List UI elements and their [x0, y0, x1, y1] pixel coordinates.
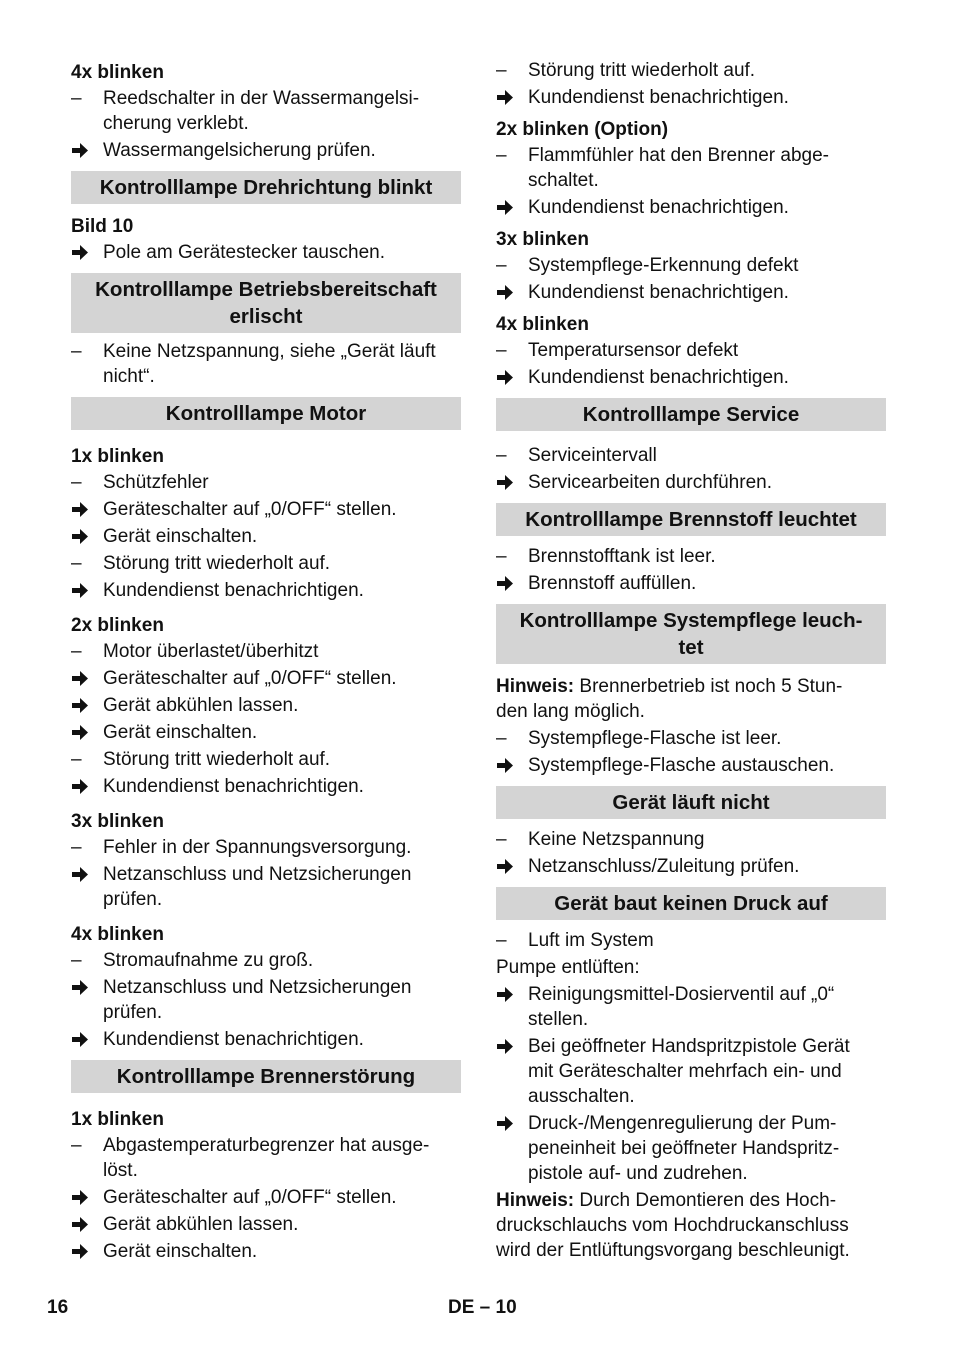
list-item-text: Reedschalter in der Wassermangelsi- cherung verklebt. — [103, 88, 420, 134]
list-item — [496, 827, 886, 852]
section-heading: Kontrolllampe Brennerstörung — [71, 1060, 461, 1093]
arrow-right-icon — [71, 138, 97, 159]
list — [496, 253, 886, 305]
list-item-text: Serviceintervall — [528, 445, 657, 466]
list-item-text: Netzanschluss und Netzsicherungen prüfen. — [103, 864, 412, 910]
arrow-right-icon — [496, 85, 522, 106]
dash-bullet-icon: – — [496, 930, 507, 951]
section-heading: Gerät baut keinen Druck auf — [496, 887, 886, 920]
list-item — [496, 928, 886, 953]
list-item — [496, 58, 886, 83]
list-item-text: Keine Netzspannung, siehe „Gerät läuft nicht“. — [103, 341, 436, 387]
list-item-text: Systempflege-Erkennung defekt — [528, 255, 799, 276]
list-item-text: Gerät einschalten. — [103, 722, 258, 743]
subheading: 4x blinken — [496, 314, 589, 335]
dash-bullet-icon: – — [71, 641, 82, 662]
dash-bullet-icon: – — [71, 88, 82, 109]
list-item — [71, 1212, 461, 1237]
subheading: 4x blinken — [71, 62, 164, 83]
subheading: 4x blinken — [71, 924, 164, 945]
list-item — [496, 195, 886, 220]
list-item — [71, 666, 461, 691]
arrow-right-icon — [496, 571, 522, 592]
note-text: Durch Demontieren des Hoch- druckschlauchs vom Hochdruckanschluss wird der Entlüftungsvorgang beschleunigt. — [496, 1190, 850, 1261]
list-item — [71, 578, 461, 603]
arrow-right-icon — [71, 720, 97, 741]
section-heading: Kontrolllampe Systempflege leuch- tet — [496, 604, 886, 664]
figure-reference: Bild 10 — [71, 216, 134, 237]
arrow-right-icon — [496, 854, 522, 875]
list-item — [71, 862, 461, 912]
left-column — [71, 60, 461, 1266]
list-item-text: Geräteschalter auf „0/OFF“ stellen. — [103, 499, 397, 520]
list-item-text: Kundendienst benachrichtigen. — [528, 367, 789, 388]
list-item — [71, 975, 461, 1025]
note — [496, 674, 886, 724]
list-item — [71, 1185, 461, 1210]
list — [71, 86, 461, 163]
list-item-text: Stromaufnahme zu groß. — [103, 950, 314, 971]
list-item-text: Brennstoff auffüllen. — [528, 573, 697, 594]
arrow-right-icon — [71, 693, 97, 714]
arrow-right-icon — [71, 578, 97, 599]
section-heading: Kontrolllampe Drehrichtung blinkt — [71, 171, 461, 204]
arrow-right-icon — [71, 666, 97, 687]
arrow-right-icon — [71, 975, 97, 996]
list-item — [496, 280, 886, 305]
list-item — [496, 470, 886, 495]
list-item — [496, 544, 886, 569]
list-item-text: Kundendienst benachrichtigen. — [103, 776, 364, 797]
list — [71, 240, 461, 265]
list-item-text: Abgastemperaturbegrenzer hat ausge- löst. — [103, 1135, 430, 1181]
list — [496, 827, 886, 879]
list-item-text: Störung tritt wiederholt auf. — [103, 749, 331, 770]
list — [496, 928, 886, 953]
page-number: 16 — [47, 1297, 69, 1318]
list-item — [496, 253, 886, 278]
list-item — [71, 524, 461, 549]
list-item-text: Kundendienst benachrichtigen. — [103, 1029, 364, 1050]
dash-bullet-icon: – — [71, 837, 82, 858]
list-item — [496, 143, 886, 193]
list-item — [71, 1239, 461, 1264]
list-item-text: Geräteschalter auf „0/OFF“ stellen. — [103, 1187, 397, 1208]
list-item-text: Keine Netzspannung — [528, 829, 705, 850]
subheading: 1x blinken — [71, 1109, 164, 1130]
dash-bullet-icon: – — [71, 749, 82, 770]
list-item — [71, 138, 461, 163]
list-item — [71, 339, 461, 389]
list-item-text: Temperatursensor defekt — [528, 340, 739, 361]
section-heading: Kontrolllampe Betriebsbereitschaft erlischt — [71, 273, 461, 333]
list-item-text: Pole am Gerätestecker tauschen. — [103, 242, 385, 263]
note-label: Hinweis: — [496, 1190, 575, 1211]
dash-bullet-icon: – — [496, 728, 507, 749]
list — [496, 58, 886, 110]
arrow-right-icon — [71, 1185, 97, 1206]
list-item-text: Geräteschalter auf „0/OFF“ stellen. — [103, 668, 397, 689]
list — [496, 982, 886, 1186]
dash-bullet-icon: – — [496, 60, 507, 81]
list-item-text: Störung tritt wiederholt auf. — [103, 553, 331, 574]
dash-bullet-icon: – — [71, 472, 82, 493]
arrow-right-icon — [496, 470, 522, 491]
list-item — [71, 1027, 461, 1052]
list-item-text: Kundendienst benachrichtigen. — [528, 87, 789, 108]
list-item-text: Servicearbeiten durchführen. — [528, 472, 772, 493]
dash-bullet-icon: – — [71, 950, 82, 971]
list — [71, 470, 461, 603]
arrow-right-icon — [496, 1034, 522, 1055]
dash-bullet-icon: – — [71, 1135, 82, 1156]
list-item — [71, 470, 461, 495]
arrow-right-icon — [71, 1027, 97, 1048]
dash-bullet-icon: – — [496, 546, 507, 567]
list-item-text: Reinigungsmittel-Dosierventil auf „0“ stellen. — [528, 984, 835, 1030]
list-item — [71, 774, 461, 799]
arrow-right-icon — [71, 862, 97, 883]
list-item — [496, 982, 886, 1032]
list-item-text: Druck-/Mengenregulierung der Pum- peneinheit bei geöffneter Handspritz- pistole auf- und zudrehen. — [528, 1113, 840, 1184]
list-item — [496, 1034, 886, 1109]
list-item — [71, 639, 461, 664]
list — [71, 835, 461, 912]
list-item — [71, 948, 461, 973]
note-label: Hinweis: — [496, 676, 575, 697]
list-item-text: Bei geöffneter Handspritzpistole Gerät mit Geräteschalter mehrfach ein- und ausschalten. — [528, 1036, 850, 1107]
arrow-right-icon — [496, 365, 522, 386]
list — [71, 948, 461, 1052]
list-item-text: Motor überlastet/überhitzt — [103, 641, 319, 662]
list-item-text: Flammfühler hat den Brenner abge- schaltet. — [528, 145, 829, 191]
section-heading: Kontrolllampe Service — [496, 398, 886, 431]
list-item — [496, 854, 886, 879]
list-item-text: Kundendienst benachrichtigen. — [528, 197, 789, 218]
list-item — [71, 240, 461, 265]
list-item-text: Kundendienst benachrichtigen. — [528, 282, 789, 303]
list-item-text: Wassermangelsicherung prüfen. — [103, 140, 376, 161]
note-text: Brennerbetrieb ist noch 5 Stun- den lang möglich. — [496, 676, 843, 722]
subheading: 3x blinken — [496, 229, 589, 250]
list-item — [71, 551, 461, 576]
dash-bullet-icon: – — [71, 553, 82, 574]
arrow-right-icon — [496, 982, 522, 1003]
section-heading: Gerät läuft nicht — [496, 786, 886, 819]
list-item — [496, 1111, 886, 1186]
list — [71, 1133, 461, 1264]
dash-bullet-icon: – — [71, 341, 82, 362]
list-item — [71, 1133, 461, 1183]
arrow-right-icon — [496, 195, 522, 216]
arrow-right-icon — [71, 1239, 97, 1260]
list-item — [71, 497, 461, 522]
list — [71, 339, 461, 389]
arrow-right-icon — [496, 280, 522, 301]
list-item-text: Gerät abkühlen lassen. — [103, 695, 299, 716]
list-item-text: Gerät abkühlen lassen. — [103, 1214, 299, 1235]
list-item — [71, 86, 461, 136]
section-heading: Kontrolllampe Motor — [71, 397, 461, 430]
list-item — [496, 443, 886, 468]
list-item — [71, 835, 461, 860]
arrow-right-icon — [71, 774, 97, 795]
list-item-text: Kundendienst benachrichtigen. — [103, 580, 364, 601]
subheading: 1x blinken — [71, 446, 164, 467]
dash-bullet-icon: – — [496, 445, 507, 466]
instruction-text: Pumpe entlüften: — [496, 957, 640, 978]
list — [496, 443, 886, 495]
list-item — [71, 747, 461, 772]
list-item-text: Schützfehler — [103, 472, 209, 493]
list-item-text: Systempflege-Flasche ist leer. — [528, 728, 782, 749]
dash-bullet-icon: – — [496, 145, 507, 166]
subheading: 2x blinken (Option) — [496, 119, 669, 140]
subheading: 2x blinken — [71, 615, 164, 636]
list-item-text: Netzanschluss und Netzsicherungen prüfen. — [103, 977, 412, 1023]
list-item — [496, 85, 886, 110]
list-item-text: Brennstofftank ist leer. — [528, 546, 716, 567]
right-column — [496, 58, 886, 1265]
dash-bullet-icon: – — [496, 829, 507, 850]
arrow-right-icon — [71, 240, 97, 261]
arrow-right-icon — [496, 753, 522, 774]
arrow-right-icon — [71, 1212, 97, 1233]
list — [496, 338, 886, 390]
list-item — [496, 753, 886, 778]
list-item — [496, 338, 886, 363]
dash-bullet-icon: – — [496, 255, 507, 276]
list-item-text: Systempflege-Flasche austauschen. — [528, 755, 835, 776]
arrow-right-icon — [496, 1111, 522, 1132]
note — [496, 1188, 886, 1263]
section-page-label: DE – 10 — [448, 1297, 517, 1318]
section-heading: Kontrolllampe Brennstoff leuchtet — [496, 503, 886, 536]
subheading: 3x blinken — [71, 811, 164, 832]
list — [496, 726, 886, 778]
list-item-text: Netzanschluss/Zuleitung prüfen. — [528, 856, 800, 877]
list-item-text: Luft im System — [528, 930, 654, 951]
list-item-text: Gerät einschalten. — [103, 526, 258, 547]
list-item — [496, 571, 886, 596]
dash-bullet-icon: – — [496, 340, 507, 361]
arrow-right-icon — [71, 497, 97, 518]
list-item-text: Fehler in der Spannungsversorgung. — [103, 837, 412, 858]
list-item — [496, 726, 886, 751]
list-item-text: Gerät einschalten. — [103, 1241, 258, 1262]
arrow-right-icon — [71, 524, 97, 545]
list-item — [71, 693, 461, 718]
list-item — [496, 365, 886, 390]
list — [496, 544, 886, 596]
list-item — [71, 720, 461, 745]
list-item-text: Störung tritt wiederholt auf. — [528, 60, 756, 81]
list — [71, 639, 461, 799]
list — [496, 143, 886, 220]
